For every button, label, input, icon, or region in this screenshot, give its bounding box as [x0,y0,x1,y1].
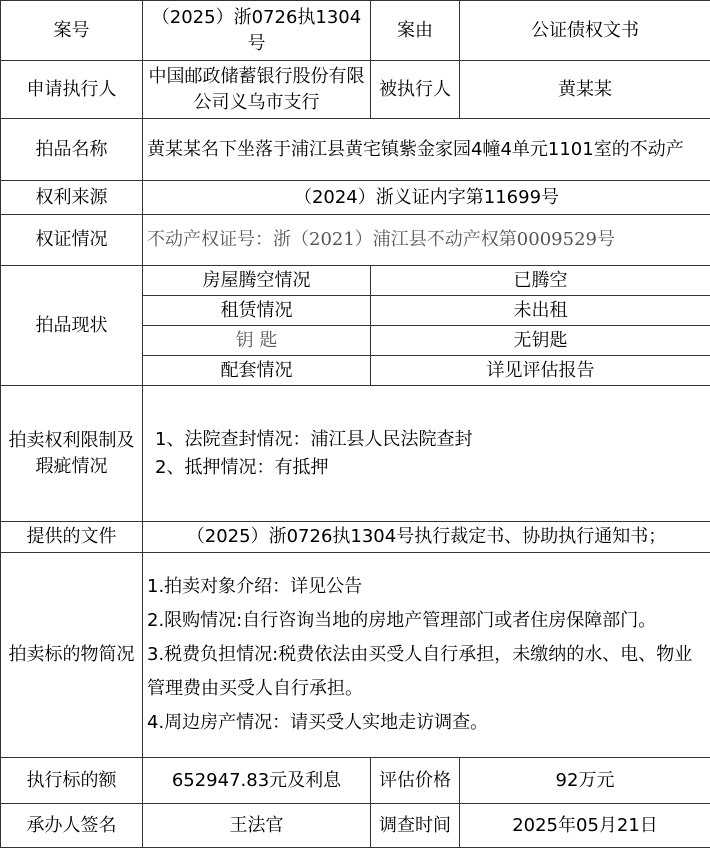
status-key: 租赁情况 [143,296,371,326]
survey-time-value: 2025年05月21日 [460,804,710,848]
respondent-label: 被执行人 [371,61,460,119]
documents-row [1,522,710,553]
case-row [1,1,710,61]
status-label: 拍品现状 [1,266,143,386]
intro-row [1,553,710,758]
status-row [1,266,710,296]
documents-value: （2025）浙0726执1304号执行裁定书、协助执行通知书； [143,522,710,553]
restriction-item: 1、法院查封情况：浦江县人民法院查封 [147,426,706,454]
documents-label: 提供的文件 [1,522,143,553]
parties-row [1,61,710,119]
status-key: 钥 匙 [143,326,371,356]
appraisal-value: 92万元 [460,758,710,804]
restriction-item: 2、抵押情况：有抵押 [147,454,706,482]
applicant-label: 申请执行人 [1,61,143,119]
case-number-value: （2025）浙0726执1304号 [143,1,371,61]
status-value: 未出租 [371,296,710,326]
intro-list [143,553,710,758]
appraisal-label: 评估价格 [371,758,460,804]
intro-item: 3.税费负担情况:税费依法由买受人自行承担，未缴纳的水、电、物业管理费由买受人自行承担。 [147,638,706,706]
intro-item: 1.拍卖对象介绍：详见公告 [147,570,706,604]
certificate-value: 不动产权证号：浙（2021）浦江县不动产权第0009529号 [143,215,710,266]
restrictions-list [143,386,710,522]
survey-time-label: 调查时间 [371,804,460,848]
status-value: 无钥匙 [371,326,710,356]
intro-item: 4.周边房产情况：请买受人实地走访调查。 [147,706,706,740]
intro-item: 2.限购情况:自行咨询当地的房地产管理部门或者住房保障部门。 [147,604,706,638]
amount-value: 652947.83元及利息 [143,758,371,804]
signature-label: 承办人签名 [1,804,143,848]
restrictions-row [1,386,710,522]
item-name-row [1,119,710,181]
rights-source-row [1,181,710,215]
item-name-value: 黄某某名下坐落于浦江县黄宅镇紫金家园4幢4单元1101室的不动产 [143,119,710,181]
intro-label: 拍卖标的物简况 [1,553,143,758]
rights-source-value: （2024）浙义证内字第11699号 [143,181,710,215]
signature-value: 王法官 [143,804,371,848]
item-name-label: 拍品名称 [1,119,143,181]
status-key: 房屋腾空情况 [143,266,371,296]
signature-row [1,804,710,848]
respondent-value: 黄某某 [460,61,710,119]
status-key: 配套情况 [143,356,371,386]
certificate-row [1,215,710,266]
applicant-value: 中国邮政储蓄银行股份有限公司义乌市支行 [143,61,371,119]
amount-row [1,758,710,804]
restrictions-label: 拍卖权利限制及瑕疵情况 [1,386,143,522]
certificate-label: 权证情况 [1,215,143,266]
case-reason-value: 公证债权文书 [460,1,710,61]
case-reason-label: 案由 [371,1,460,61]
status-value: 详见评估报告 [371,356,710,386]
amount-label: 执行标的额 [1,758,143,804]
status-value: 已腾空 [371,266,710,296]
rights-source-label: 权利来源 [1,181,143,215]
case-number-label: 案号 [1,1,143,61]
